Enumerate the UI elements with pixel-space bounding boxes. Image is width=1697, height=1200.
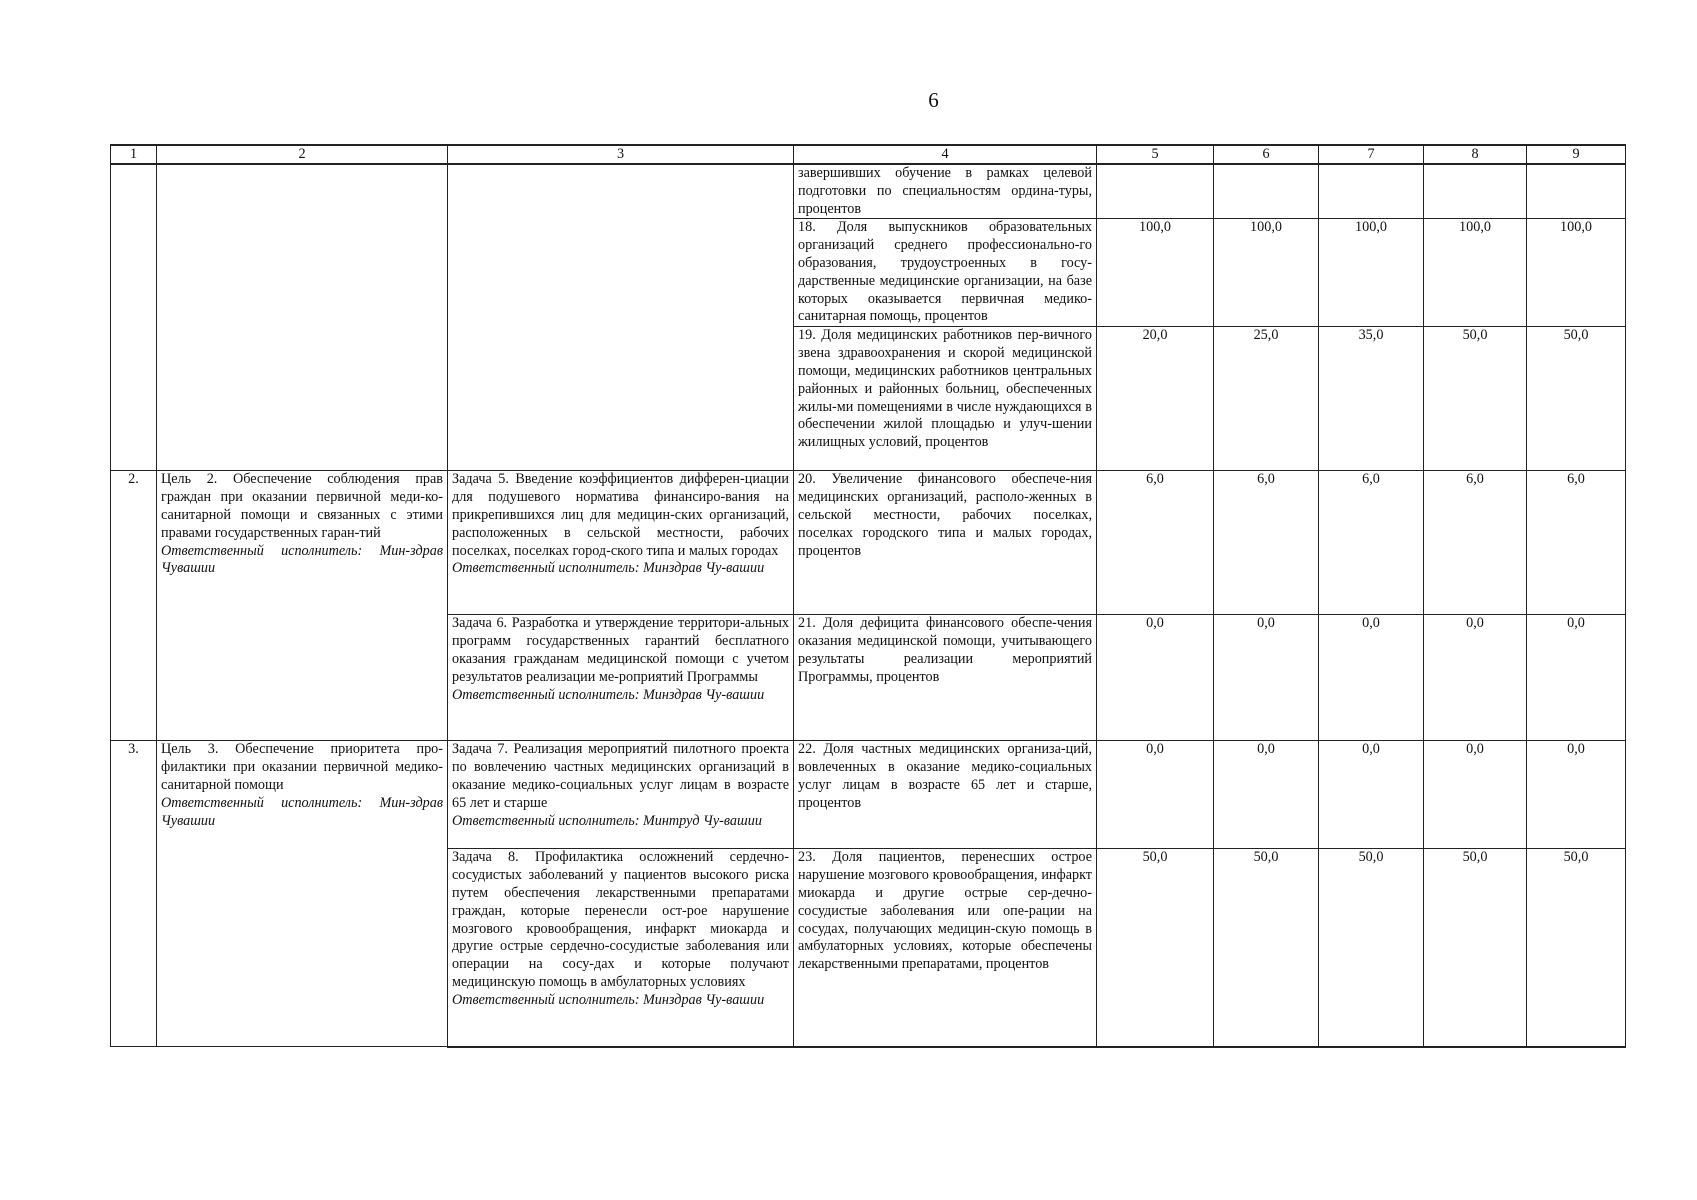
task-responsible: Ответственный исполнитель: Минздрав Чу-вашии xyxy=(452,686,765,703)
value-cell: 50,0 xyxy=(1527,327,1626,471)
goal-cell xyxy=(157,471,448,741)
goal-responsible: Ответственный исполнитель: Мин-здрав Чувашии xyxy=(161,794,443,829)
value-cell xyxy=(1319,164,1424,219)
row-number-cell: 2. xyxy=(111,471,157,741)
indicator-cell: 18. Доля выпускников образовательных организаций среднего профессионально-го образования, трудоустроенных в госу-дарственные медицинские организации, на базе которых оказывается первичная медико-санитарная помощь, процентов xyxy=(794,219,1097,327)
table-row xyxy=(111,164,1626,219)
column-number: 4 xyxy=(794,145,1097,164)
indicator-cell: завершивших обучение в рамках целевой подготовки по специальностям ордина-туры, процентов xyxy=(794,164,1097,219)
task-cell xyxy=(448,849,794,1047)
value-cell: 50,0 xyxy=(1424,327,1527,471)
column-number: 3 xyxy=(448,145,794,164)
value-cell: 6,0 xyxy=(1214,471,1319,615)
goal-text: Цель 3. Обеспечение приоритета про-филактики при оказании первичной медико-санитарной помощи xyxy=(161,741,443,793)
value-cell: 50,0 xyxy=(1214,849,1319,1047)
value-cell: 100,0 xyxy=(1424,219,1527,327)
goal-cell xyxy=(157,741,448,1047)
value-cell: 6,0 xyxy=(1319,471,1424,615)
task-text: Задача 5. Введение коэффициентов дифферен-циации для подушевого норматива финансиро-вания на прикрепившихся лиц для медицин-ских организаций, расположенных в сельской местности, рабочих поселках, поселках город-ского типа и малых городах xyxy=(452,471,789,559)
column-number: 2 xyxy=(157,145,448,164)
value-cell: 0,0 xyxy=(1097,741,1214,849)
indicators-table xyxy=(110,144,1626,1048)
task-cell xyxy=(448,164,794,471)
value-cell xyxy=(1527,164,1626,219)
value-cell: 0,0 xyxy=(1214,741,1319,849)
column-number: 1 xyxy=(111,145,157,164)
task-responsible: Ответственный исполнитель: Минтруд Чу-вашии xyxy=(452,812,762,829)
value-cell: 100,0 xyxy=(1214,219,1319,327)
value-cell: 0,0 xyxy=(1214,615,1319,741)
page-number: 6 xyxy=(928,88,939,112)
value-cell xyxy=(1424,164,1527,219)
value-cell: 0,0 xyxy=(1527,615,1626,741)
table-row xyxy=(111,471,1626,615)
task-text: Задача 6. Разработка и утверждение территори-альных программ государственных гарантий бесплатного оказания гражданам медицинской помощи с учетом результатов реализации ме-роприятий Программы xyxy=(452,615,789,685)
value-cell: 35,0 xyxy=(1319,327,1424,471)
column-number: 8 xyxy=(1424,145,1527,164)
table-row xyxy=(111,741,1626,849)
value-cell: 25,0 xyxy=(1214,327,1319,471)
indicator-cell: 22. Доля частных медицинских организа-ций, вовлеченных в оказание медико-социальных услуг лицам в возрасте 65 лет и старше, процентов xyxy=(794,741,1097,849)
value-cell: 0,0 xyxy=(1527,741,1626,849)
task-cell xyxy=(448,471,794,615)
indicator-cell: 21. Доля дефицита финансового обеспе-чения оказания медицинской помощи, учитывающего результаты реализации мероприятий Программы, процентов xyxy=(794,615,1097,741)
indicator-cell: 19. Доля медицинских работников пер-вичного звена здравоохранения и скорой медицинской помощи, медицинских работников центральных районных и районных больниц, обеспеченных жилы-ми помещениями в числе нуждающихся в обеспечении жилой площадью и улуч-шении жилищных условий, процентов xyxy=(794,327,1097,471)
value-cell: 0,0 xyxy=(1097,615,1214,741)
value-cell: 20,0 xyxy=(1097,327,1214,471)
column-number: 5 xyxy=(1097,145,1214,164)
value-cell: 6,0 xyxy=(1097,471,1214,615)
indicator-cell: 23. Доля пациентов, перенесших острое нарушение мозгового кровообращения, инфаркт миокарда и другие острые сер-дечно-сосудистые заболевания или опе-рации на сосудах, получающих медицин-скую помощь в амбулаторных условиях, которые обеспечены лекарственными препаратами, процентов xyxy=(794,849,1097,1047)
column-number: 9 xyxy=(1527,145,1626,164)
value-cell: 0,0 xyxy=(1319,741,1424,849)
value-cell: 50,0 xyxy=(1097,849,1214,1047)
value-cell: 0,0 xyxy=(1424,741,1527,849)
value-cell: 100,0 xyxy=(1527,219,1626,327)
value-cell: 50,0 xyxy=(1424,849,1527,1047)
value-cell: 6,0 xyxy=(1424,471,1527,615)
value-cell xyxy=(1214,164,1319,219)
value-cell: 0,0 xyxy=(1319,615,1424,741)
value-cell: 0,0 xyxy=(1424,615,1527,741)
goal-text: Цель 2. Обеспечение соблюдения прав граждан при оказании первичной меди-ко-санитарной помощи и связанных с этими правами государственных гаран-тий xyxy=(161,471,443,541)
task-responsible: Ответственный исполнитель: Минздрав Чу-вашии xyxy=(452,560,765,577)
value-cell: 50,0 xyxy=(1319,849,1424,1047)
column-number: 6 xyxy=(1214,145,1319,164)
indicator-cell: 20. Увеличение финансового обеспече-ния медицинских организаций, располо-женных в сельской местности, рабочих поселках, поселках городского типа и малых городах, процентов xyxy=(794,471,1097,615)
value-cell xyxy=(1097,164,1214,219)
task-text: Задача 8. Профилактика осложнений сердечно-сосудистых заболеваний у пациентов высокого риска путем обеспечения лекарственными препаратами граждан, которые перенесли ост-рое нарушение мозгового кровообращения, инфаркт миокарда и другие острые сердечно-сосудистые заболевания или операции на сосу-дах и которые получают медицинскую помощь в амбулаторных условиях xyxy=(452,849,789,990)
value-cell: 100,0 xyxy=(1319,219,1424,327)
goal-responsible: Ответственный исполнитель: Мин-здрав Чувашии xyxy=(161,542,443,577)
task-cell xyxy=(448,741,794,849)
task-responsible: Ответственный исполнитель: Минздрав Чу-вашии xyxy=(452,991,765,1008)
column-number-row xyxy=(111,145,1626,164)
row-number-cell xyxy=(111,164,157,471)
row-number-cell: 3. xyxy=(111,741,157,1047)
task-text: Задача 7. Реализация мероприятий пилотного проекта по вовлечению частных медицинских организаций в оказание медико-социальных услуг лицам в возрасте 65 лет и старше xyxy=(452,741,789,811)
value-cell: 100,0 xyxy=(1097,219,1214,327)
value-cell: 6,0 xyxy=(1527,471,1626,615)
column-number: 7 xyxy=(1319,145,1424,164)
goal-cell xyxy=(157,164,448,471)
value-cell: 50,0 xyxy=(1527,849,1626,1047)
task-cell xyxy=(448,615,794,741)
